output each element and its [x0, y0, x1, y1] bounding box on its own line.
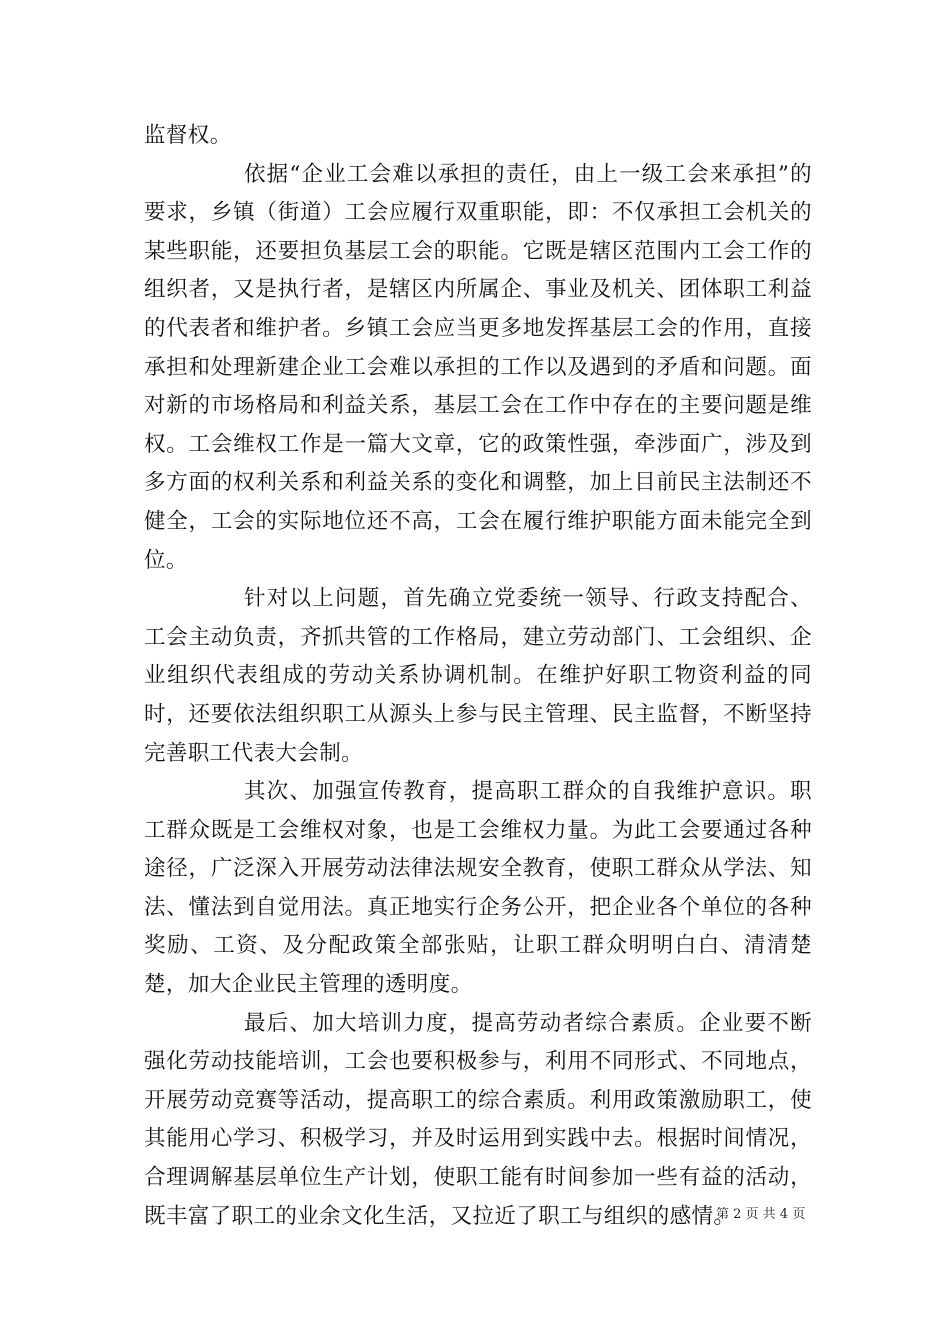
paragraph-2: 依据“企业工会难以承担的责任，由上一级工会来承担”的要求，乡镇（街道）工会应履行双重职能，即：不仅承担工会机关的某些职能，还要担负基层工会的职能。它既是辖区范围内工会工作的组织者，又是执行者，是辖区内所属企、事业及机关、团体职工利益的代表者和维护者。乡镇工会应当更多地发挥基层工会的作用，直接承担和处理新建企业工会难以承担的工作以及遇到的矛盾和问题。面对新的市场格局和利益关系，基层工会在工作中存在的主要问题是维权。工会维权工作是一篇大文章，它的政策性强，牵涉面广，涉及到多方面的权利关系和利益关系的变化和调整，加上目前民主法制还不健全，工会的实际地位还不高，工会在履行维护职能方面未能完全到位。 [144, 161, 812, 573]
paragraph-5: 最后、加大培训力度，提高劳动者综合素质。企业要不断强化劳动技能培训，工会也要积极参与，利用不同形式、不同地点，开展劳动竞赛等活动，提高职工的综合素质。利用政策激励职工，使其能用心学习、积极学习，并及时运用到实践中去。根据时间情况，合理调解基层单位生产计划，使职工能有时间参加一些有益的活动，既丰富了职工的业余文化生活，又拉近了职工与组织的感情。 [144, 1010, 812, 1229]
paragraph-4: 其次、加强宣传教育，提高职工群众的自我维护意识。职工群众既是工会维权对象，也是工会维权力量。为此工会要通过各种途径，广泛深入开展劳动法律法规安全教育，使职工群众从学法、知法、懂法到自觉用法。真正地实行企务公开，把企业各个单位的各种奖励、工资、及分配政策全部张贴，让职工群众明明白白、清清楚楚，加大企业民主管理的透明度。 [144, 779, 812, 998]
page-number-footer: 第 2 页 共 4 页 [716, 1207, 806, 1222]
paragraph-3: 针对以上问题，首先确立党委统一领导、行政支持配合、工会主动负责，齐抓共管的工作格局，建立劳动部门、工会组织、企业组织代表组成的劳动关系协调机制。在维护好职工物资利益的同时，还要依法组织职工从源头上参与民主管理、民主监督，不断坚持完善职工代表大会制。 [144, 586, 812, 766]
paragraph-1: 监督权。 [144, 123, 232, 148]
document-body [144, 117, 812, 1236]
